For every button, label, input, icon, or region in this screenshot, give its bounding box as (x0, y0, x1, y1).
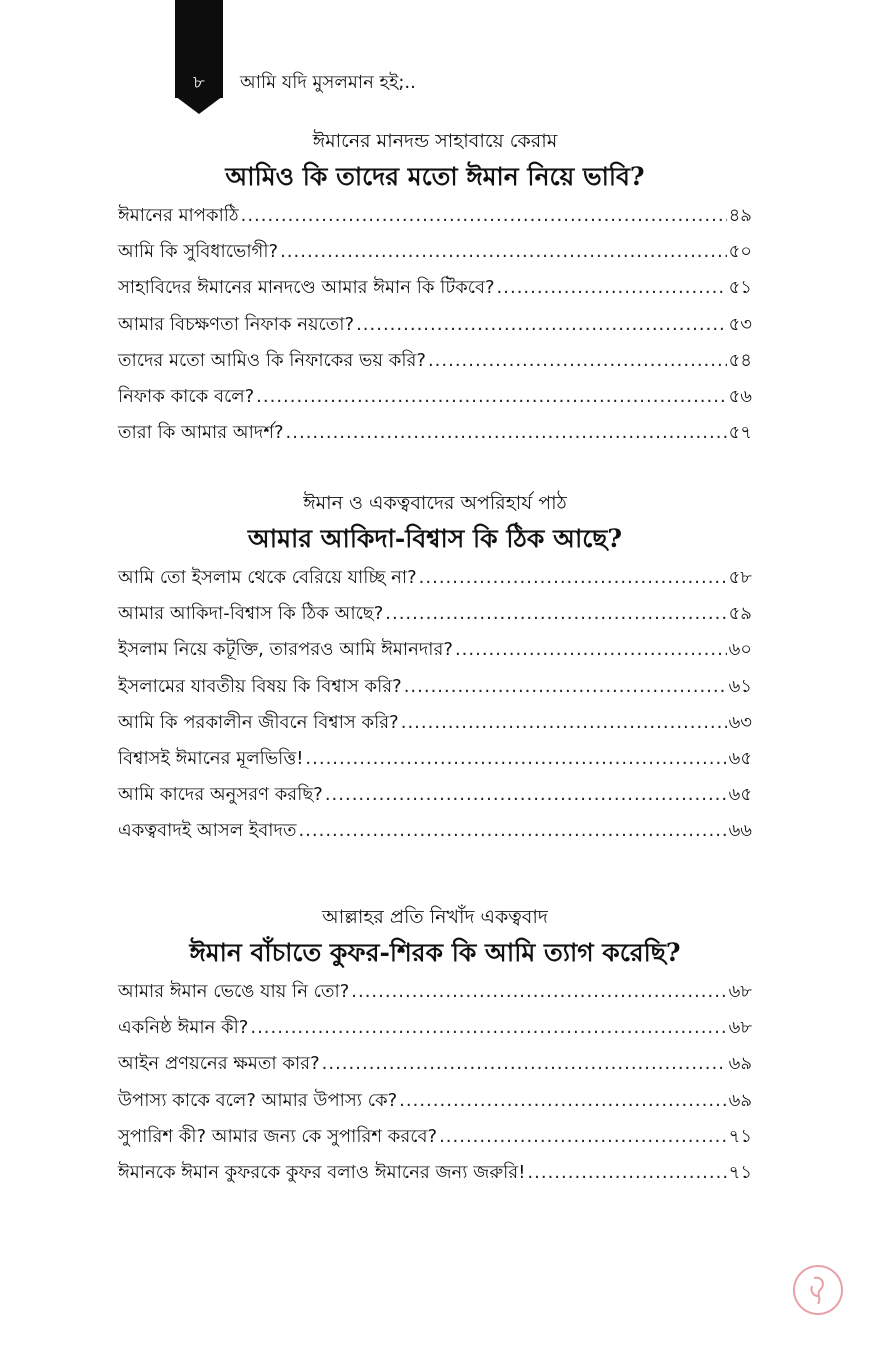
toc-section-1 (118, 126, 752, 451)
toc-entry-label: ঈমানের মাপকাঠি (118, 205, 239, 226)
toc-entry (118, 596, 752, 632)
dot-leader (256, 379, 726, 415)
toc-entry-label: আমি তো ইসলাম থেকে বেরিয়ে যাচ্ছি না? (118, 567, 417, 588)
toc-entry-label: উপাস্য কাকে বলে? আমার উপাস্য কে? (118, 1089, 398, 1111)
dot-leader (250, 1010, 726, 1046)
toc-entry (118, 777, 752, 813)
toc-entry (118, 343, 752, 379)
running-title: আমি যদি মুসলমান হই;.. (240, 72, 416, 93)
toc-entry-page: ৫৯ (728, 603, 752, 625)
toc-entry (118, 1010, 752, 1046)
dot-leader (404, 669, 727, 705)
toc-entry-label: সাহাবিদের ঈমানের মানদণ্ডে আমার ঈমান কি টিকবে? (118, 277, 495, 299)
toc-entry (118, 974, 752, 1010)
toc-entry-page: ৭১ (728, 1125, 752, 1147)
toc-entry-page: ৬৯ (728, 1053, 752, 1075)
section-subtitle: ঈমানের মানদন্ড সাহাবায়ে কেরাম (312, 130, 558, 152)
toc-entry-label: আমার আকিদা-বিশ্বাস কি ঠিক আছে? (118, 603, 384, 625)
toc-entry-page: ৫৬ (728, 385, 752, 407)
dot-leader (439, 1119, 727, 1155)
toc-entry-label: ইসলাম নিয়ে কটূক্তি, তারপরও আমি ঈমানদার? (118, 639, 453, 661)
toc-entry-label: ইসলামের যাবতীয় বিষয় কি বিশ্বাস করি? (118, 675, 402, 697)
toc-entry-page: ৪৯ (728, 205, 752, 226)
toc-entry (118, 1119, 752, 1155)
dot-leader (428, 343, 727, 379)
toc-entry-page: ৬১ (728, 675, 752, 697)
toc-entry (118, 270, 752, 306)
toc-entry-label: বিশ্বাসই ঈমানের মূলভিত্তি! (118, 747, 304, 769)
toc-entry-label: নিফাক কাকে বলে? (118, 385, 255, 407)
toc-entry-page: ৬৯ (728, 1089, 752, 1111)
section-subtitle: আল্লাহর প্রতি নিখাঁদ একত্ববাদ (322, 906, 548, 928)
toc-entry-label: আইন প্রণয়নের ক্ষমতা কার? (118, 1053, 320, 1075)
dot-leader (356, 307, 727, 343)
publisher-logo-icon (792, 1264, 844, 1316)
dot-leader (455, 632, 727, 668)
toc-entry (118, 741, 752, 777)
toc-entry-label: তাদের মতো আমিও কি নিফাকের ভয় করি? (118, 349, 426, 371)
toc-entry-page: ৬৮ (728, 981, 752, 1002)
dot-leader (351, 974, 726, 1010)
dot-leader (385, 596, 726, 632)
section-title: আমিও কি তাদের মতো ঈমান নিয়ে ভাবি? (225, 162, 645, 191)
toc-entry-label: ঈমানকে ঈমান কুফরকে কুফর বলাও ঈমানের জন্য জরুরি! (118, 1161, 526, 1183)
toc-entry (118, 813, 752, 849)
toc-entry (118, 632, 752, 668)
toc-entry (118, 705, 752, 741)
toc-entry-label: একনিষ্ঠ ঈমান কী? (118, 1017, 249, 1039)
toc-entry (118, 1046, 752, 1082)
toc-entry (118, 669, 752, 705)
toc-entry-page: ৫৩ (728, 313, 752, 335)
toc-entry-page: ৫১ (728, 277, 752, 299)
toc-entry-page: ৬৫ (728, 784, 752, 806)
toc-entry (118, 379, 752, 415)
toc-entries (118, 974, 752, 1191)
toc-entry-page: ৫৪ (728, 349, 752, 371)
toc-entry-label: আমি কি সুবিধাভোগী? (118, 241, 279, 263)
toc-entry-page: ৬৮ (728, 1017, 752, 1039)
toc-entry-label: আমার ঈমান ভেঙে যায় নি তো? (118, 981, 350, 1002)
dot-leader (286, 415, 727, 451)
toc-entry (118, 198, 752, 234)
toc-entry-page: ৫৮ (728, 567, 752, 588)
toc-entry-page: ৫৭ (728, 422, 752, 444)
section-title: ঈমান বাঁচাতে কুফর-শিরক কি আমি ত্যাগ করেছি? (189, 938, 681, 967)
toc-entry (118, 415, 752, 451)
dot-leader (241, 198, 727, 234)
toc-entry-page: ৫০ (728, 241, 752, 263)
dot-leader (497, 270, 727, 306)
dot-leader (527, 1155, 726, 1191)
toc-entry-page: ৬৬ (728, 820, 752, 842)
dot-leader (280, 234, 727, 270)
section-subtitle: ঈমান ও একত্ববাদের অপরিহার্য পাঠ (303, 492, 567, 514)
dot-leader (399, 1083, 726, 1119)
dot-leader (298, 813, 726, 849)
toc-entries (118, 560, 752, 850)
toc-entry-page: ৭১ (728, 1161, 752, 1183)
toc-entry (118, 560, 752, 596)
toc-entry-label: একত্ববাদই আসল ইবাদত (118, 820, 297, 842)
page-number: ৮ (193, 72, 205, 93)
toc-entry-label: আমি কি পরকালীন জীবনে বিশ্বাস করি? (118, 711, 399, 733)
dot-leader (322, 1046, 727, 1082)
dot-leader (419, 560, 727, 596)
toc-section-3 (118, 902, 752, 1191)
toc-entry-label: আমি কাদের অনুসরণ করছি? (118, 784, 323, 806)
toc-entry-label: আমার বিচক্ষণতা নিফাক নয়তো? (118, 313, 355, 335)
toc-entry-label: সুপারিশ কী? আমার জন্য কে সুপারিশ করবে? (118, 1125, 438, 1147)
toc-entry (118, 234, 752, 270)
dot-leader (325, 777, 727, 813)
toc-entry-page: ৬০ (728, 639, 752, 661)
section-title: আমার আকিদা-বিশ্বাস কি ঠিক আছে? (247, 524, 623, 553)
toc-section-2 (118, 488, 752, 850)
toc-entry-label: তারা কি আমার আদর্শ? (118, 422, 284, 444)
toc-entry-page: ৬৩ (728, 711, 752, 733)
dot-leader (401, 705, 727, 741)
toc-entry (118, 307, 752, 343)
toc-entry (118, 1155, 752, 1191)
toc-entry (118, 1083, 752, 1119)
toc-entry-page: ৬৫ (728, 747, 752, 769)
dot-leader (305, 741, 726, 777)
toc-entries (118, 198, 752, 451)
